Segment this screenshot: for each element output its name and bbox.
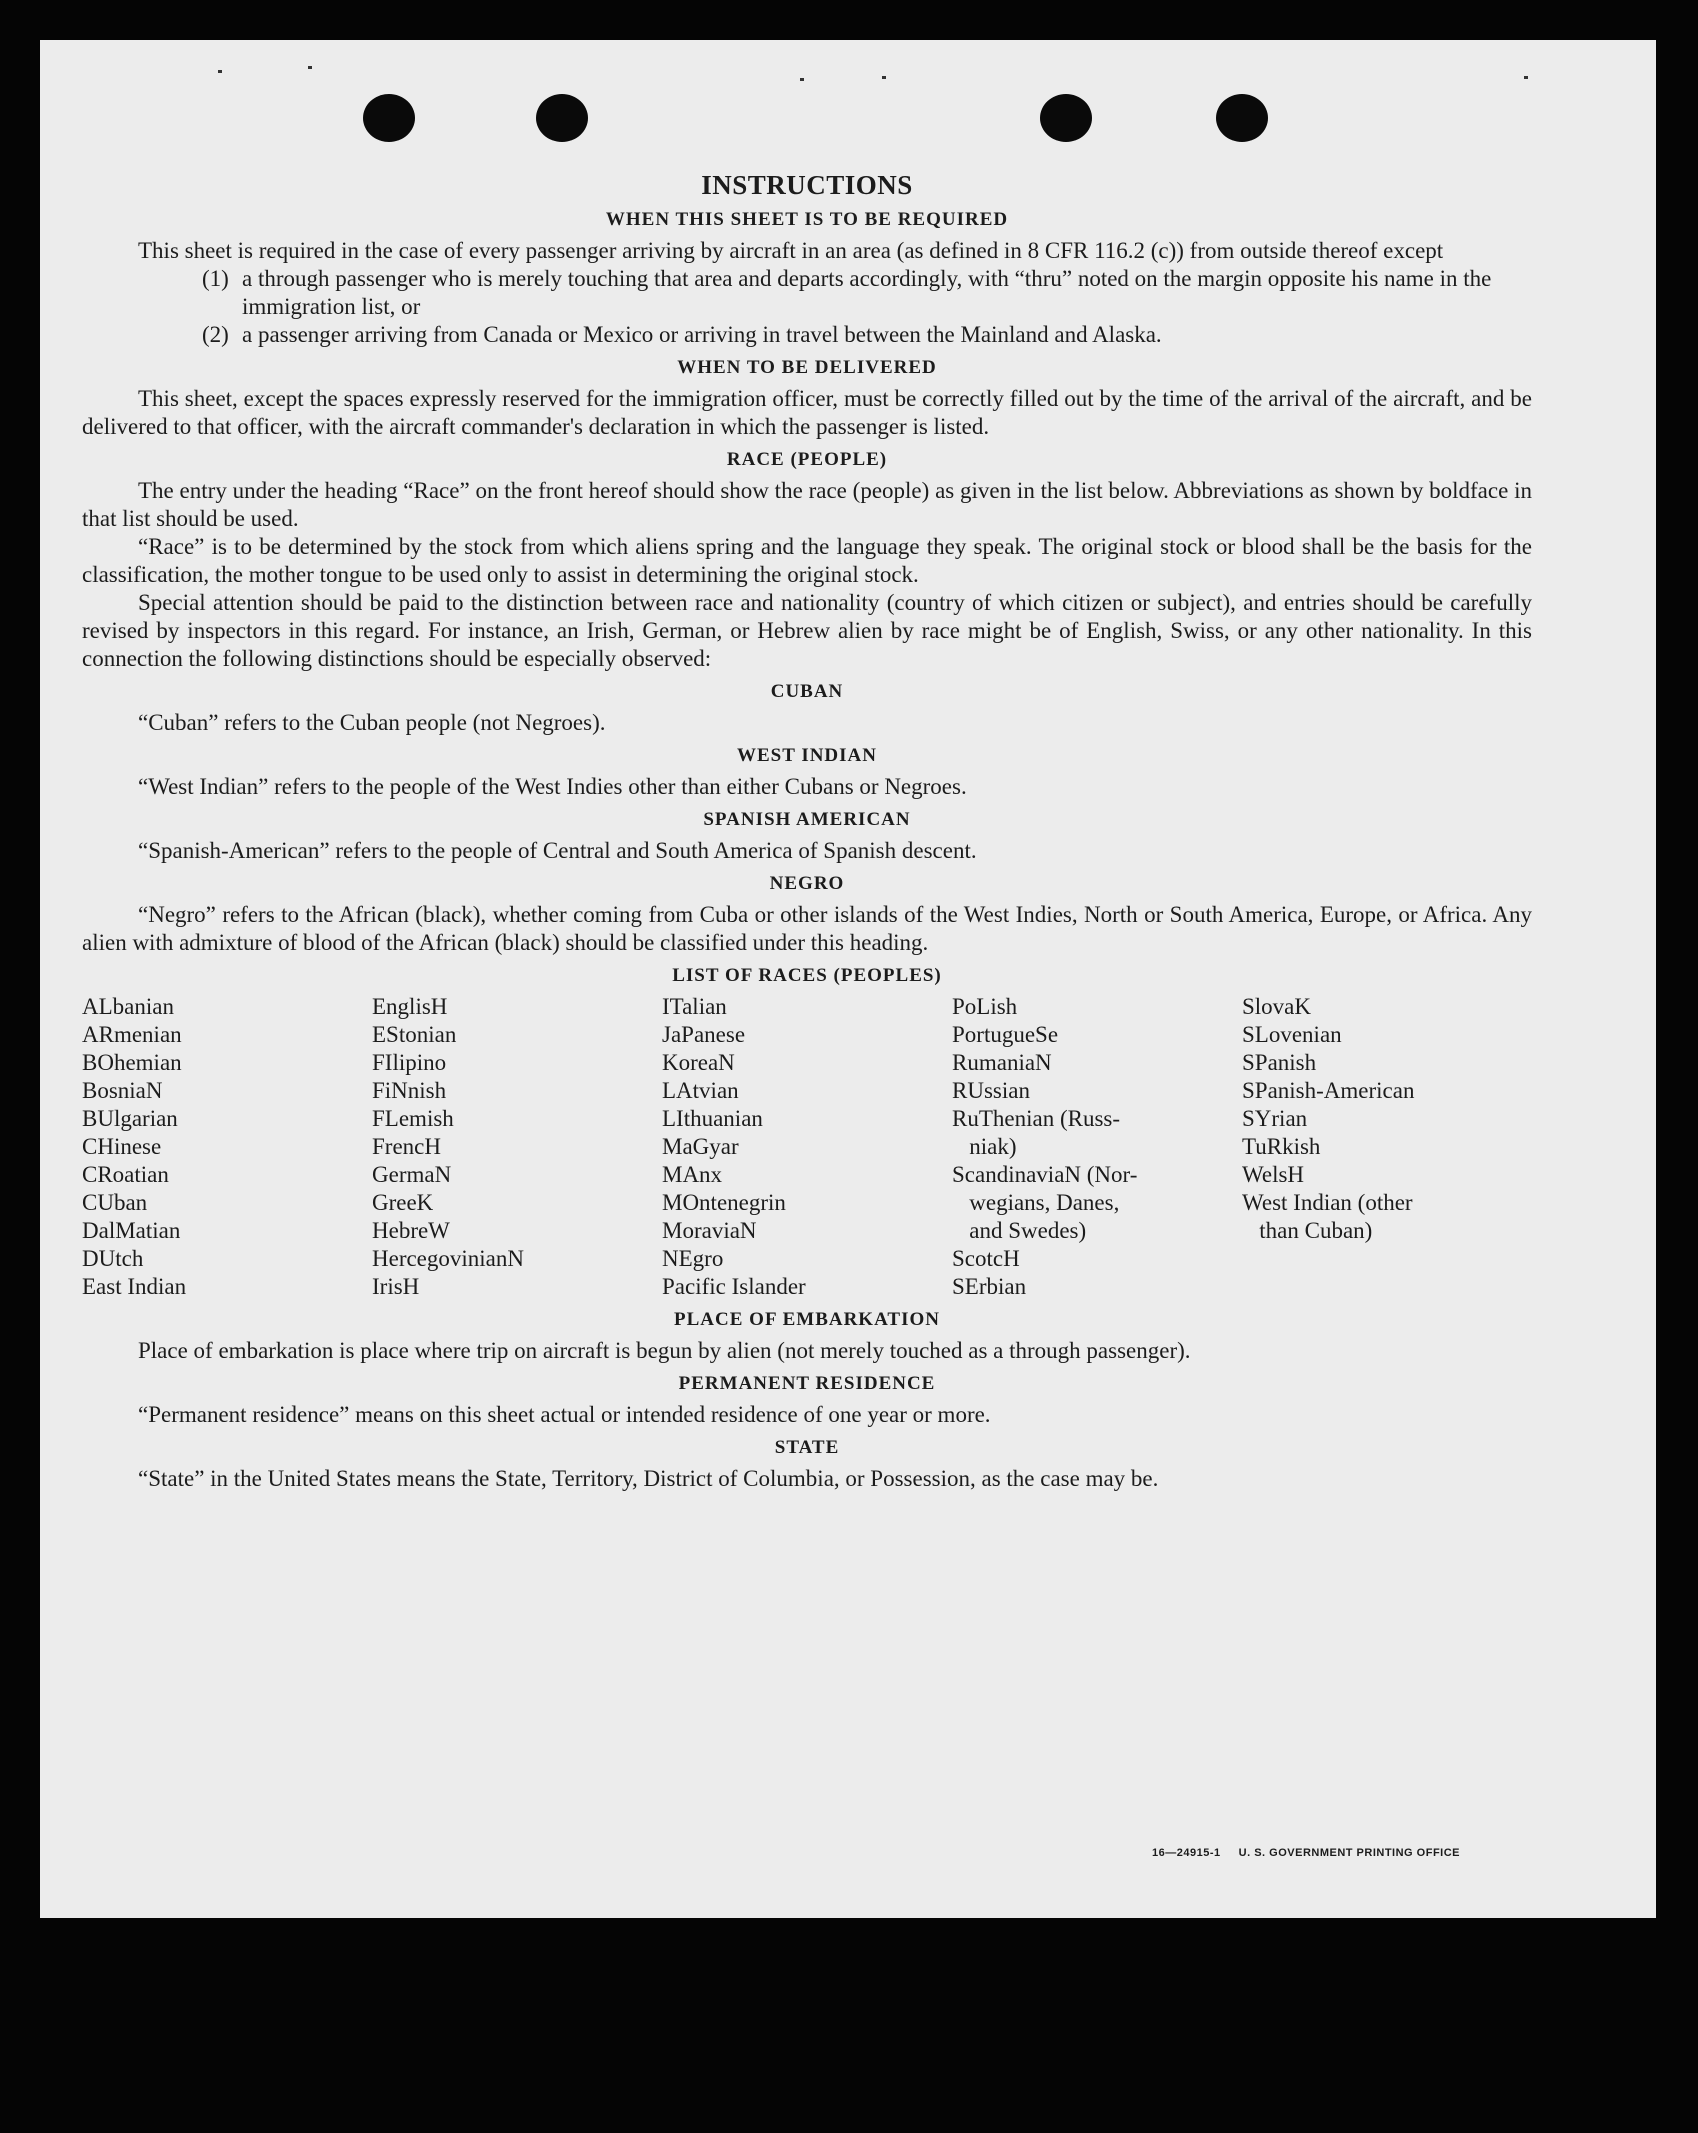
form-number: 16—24915-1 <box>1152 1847 1221 1859</box>
race-item: ALbanian <box>82 994 174 1019</box>
race-item: SPanish <box>1242 1050 1317 1075</box>
punch-hole <box>1216 94 1268 142</box>
punch-hole <box>363 94 415 142</box>
race-item: ScotcH <box>952 1246 1020 1271</box>
race-item: RumaniaN <box>952 1050 1052 1075</box>
race-item: FrencH <box>372 1134 441 1159</box>
race-item: BosniaN <box>82 1078 163 1103</box>
paper-speck <box>218 70 222 73</box>
race-item: NEgro <box>662 1246 724 1271</box>
section-heading: STATE <box>774 1437 840 1458</box>
race-item: DUtch <box>82 1246 144 1271</box>
list-number: (2) <box>202 322 229 347</box>
section-heading: PERMANENT RESIDENCE <box>678 1373 936 1394</box>
races-column <box>1242 993 1532 1301</box>
paragraph: “Spanish-American” refers to the people of Central and South America of Spanish descent. <box>138 838 977 863</box>
race-item: GermaN <box>372 1162 452 1187</box>
race-item: LAtvian <box>662 1078 739 1103</box>
race-item: BUlgarian <box>82 1106 178 1131</box>
race-item: GreeK <box>372 1190 434 1215</box>
races-column <box>952 993 1242 1301</box>
race-item: IrisH <box>372 1274 420 1299</box>
race-item: PoLish <box>952 994 1018 1019</box>
race-item: MOntenegrin <box>662 1190 786 1215</box>
race-item: ScandinaviaN (Nor- <box>952 1162 1138 1187</box>
race-item: niak) <box>952 1134 1017 1159</box>
section-heading: SPANISH AMERICAN <box>703 809 911 830</box>
race-item: HercegovinianN <box>372 1246 524 1271</box>
race-item: ITalian <box>662 994 727 1019</box>
punch-hole <box>536 94 588 142</box>
section-heading: RACE (PEOPLE) <box>726 449 888 470</box>
page-title: INSTRUCTIONS <box>701 170 913 200</box>
race-item: FIlipino <box>372 1050 447 1075</box>
race-item: EnglisH <box>372 994 448 1019</box>
section-heading: LIST OF RACES (PEOPLES) <box>672 965 942 986</box>
race-item: West Indian (other <box>1242 1190 1413 1215</box>
race-item: CRoatian <box>82 1162 169 1187</box>
race-item: and Swedes) <box>952 1218 1087 1243</box>
race-item: CHinese <box>82 1134 162 1159</box>
punch-hole <box>1040 94 1092 142</box>
paragraph: “West Indian” refers to the people of the West Indies other than either Cubans or Negroes. <box>138 774 967 799</box>
section-heading: WEST INDIAN <box>737 745 877 766</box>
paper-speck <box>1524 76 1528 79</box>
document-page <box>40 40 1656 1918</box>
instructions-body <box>82 170 1532 1493</box>
race-item: FiNnish <box>372 1078 447 1103</box>
list-item <box>202 321 1532 349</box>
paragraph: Special attention should be paid to the distinction between race and nationality (country of which citizen or subject), and entries should be carefully revised by inspectors in this regard. For instance, an Irish, German, or Hebrew alien by race might be of English, Swiss, or any other nationality. In this connection the following distinctions should be especially observed: <box>82 590 1532 671</box>
race-item: SErbian <box>952 1274 1027 1299</box>
paper-speck <box>308 66 312 69</box>
race-item: TuRkish <box>1242 1134 1321 1159</box>
race-item: MaGyar <box>662 1134 739 1159</box>
race-item: SLovenian <box>1242 1022 1342 1047</box>
race-item: MoraviaN <box>662 1218 757 1243</box>
race-item: SlovaK <box>1242 994 1311 1019</box>
section-heading: NEGRO <box>769 873 845 894</box>
list-text: a passenger arriving from Canada or Mexico or arriving in travel between the Mainland and Alaska. <box>242 322 1162 347</box>
paper-speck <box>800 78 804 81</box>
race-item: than Cuban) <box>1242 1218 1373 1243</box>
race-item: KoreaN <box>662 1050 735 1075</box>
races-list <box>82 993 1532 1301</box>
race-item: SYrian <box>1242 1106 1308 1131</box>
list-item <box>202 265 1532 321</box>
race-item: wegians, Danes, <box>952 1190 1120 1215</box>
race-item: ARmenian <box>82 1022 182 1047</box>
list-number: (1) <box>202 266 229 291</box>
race-item: JaPanese <box>662 1022 746 1047</box>
printer-credit: U. S. GOVERNMENT PRINTING OFFICE <box>1238 1847 1460 1859</box>
races-column <box>662 993 952 1301</box>
race-item: WelsH <box>1242 1162 1305 1187</box>
race-item: SPanish-American <box>1242 1078 1415 1103</box>
paragraph: This sheet is required in the case of every passenger arriving by aircraft in an area (as defined in 8 CFR 116.2 (c)) from outside thereof except <box>138 238 1444 263</box>
form-footer <box>1134 1847 1460 1859</box>
paragraph: “Race” is to be determined by the stock from which aliens spring and the language they speak. The original stock or blood shall be the basis for the classification, the mother tongue to be used only to assist in determining the original stock. <box>82 534 1532 587</box>
section-heading: WHEN THIS SHEET IS TO BE REQUIRED <box>605 209 1009 230</box>
race-item: RUssian <box>952 1078 1030 1103</box>
race-item: LIthuanian <box>662 1106 763 1131</box>
race-item: DalMatian <box>82 1218 181 1243</box>
race-item: PortugueSe <box>952 1022 1059 1047</box>
paragraph: This sheet, except the spaces expressly reserved for the immigration officer, must be correctly filled out by the time of the arrival of the aircraft, and be delivered to that officer, with the aircraft commander's declaration in which the passenger is listed. <box>82 386 1532 439</box>
paper-speck <box>882 76 886 79</box>
section-heading: CUBAN <box>770 681 844 702</box>
race-item: EStonian <box>372 1022 457 1047</box>
race-item: CUban <box>82 1190 148 1215</box>
races-column <box>372 993 662 1301</box>
paragraph: Place of embarkation is place where trip on aircraft is begun by alien (not merely touched as a through passenger). <box>138 1338 1191 1363</box>
race-item: BOhemian <box>82 1050 182 1075</box>
races-column <box>82 993 372 1301</box>
paragraph: “Negro” refers to the African (black), whether coming from Cuba or other islands of the West Indies, North or South America, Europe, or Africa. Any alien with admixture of blood of the African (black) should be classified under this heading. <box>82 902 1532 955</box>
race-item: HebreW <box>372 1218 450 1243</box>
section-heading: PLACE OF EMBARKATION <box>674 1309 940 1330</box>
section-heading: WHEN TO BE DELIVERED <box>677 357 937 378</box>
paragraph: “State” in the United States means the State, Territory, District of Columbia, or Possession, as the case may be. <box>138 1466 1159 1491</box>
race-item: MAnx <box>662 1162 723 1187</box>
race-item: East Indian <box>82 1274 187 1299</box>
race-item: Pacific Islander <box>662 1274 806 1299</box>
race-item: FLemish <box>372 1106 454 1131</box>
race-item: RuThenian (Russ- <box>952 1106 1121 1131</box>
list-text: a through passenger who is merely touching that area and departs accordingly, with “thru” noted on the margin opposite his name in the immigration list, or <box>242 266 1492 319</box>
paragraph: “Cuban” refers to the Cuban people (not Negroes). <box>138 710 606 735</box>
paragraph: “Permanent residence” means on this sheet actual or intended residence of one year or more. <box>138 1402 991 1427</box>
paragraph: The entry under the heading “Race” on the front hereof should show the race (people) as given in the list below. Abbreviations as shown by boldface in that list should be used. <box>82 478 1532 531</box>
